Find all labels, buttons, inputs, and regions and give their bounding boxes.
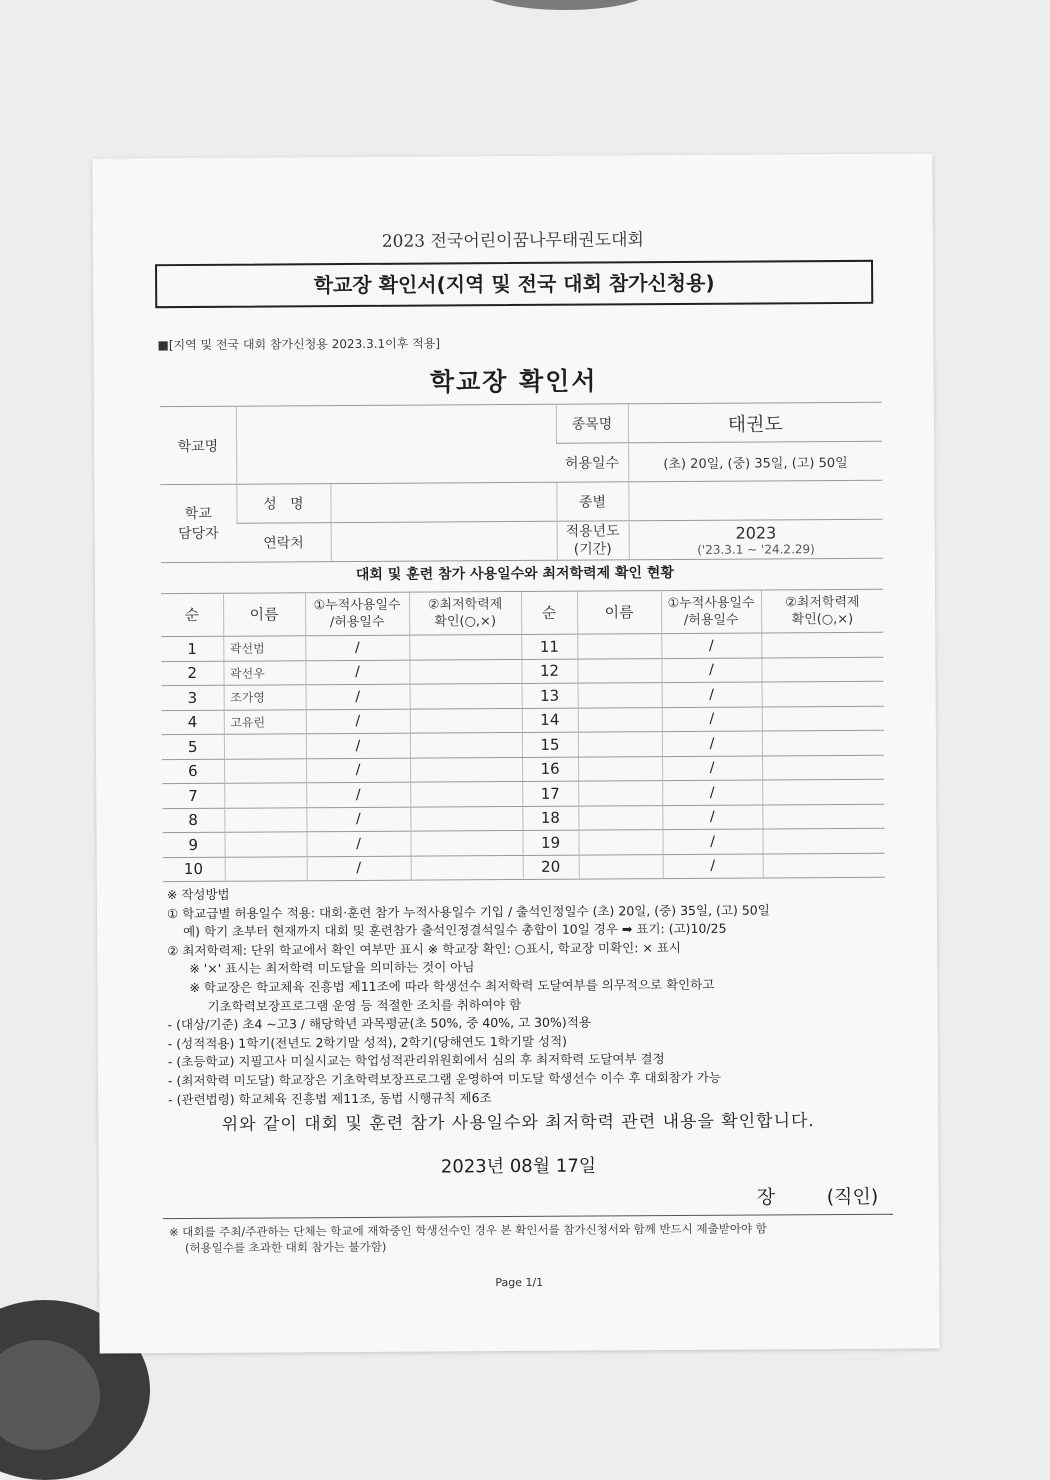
student-name-cell[interactable]: 곽선우 (223, 660, 305, 685)
row-number: 12 (521, 659, 577, 684)
days-used-cell[interactable]: / (662, 804, 762, 829)
year-value: 2023 (735, 522, 777, 543)
student-name-cell[interactable] (578, 830, 662, 855)
footnote (169, 1220, 767, 1256)
row-number: 1 (161, 636, 223, 661)
days-used-cell[interactable]: / (306, 733, 410, 758)
footnote-line-2: (허용일수를 초과한 대회 참가는 불가함) (184, 1239, 387, 1256)
student-name-cell[interactable] (577, 634, 661, 659)
academic-check-cell[interactable] (763, 853, 885, 878)
student-name-cell[interactable] (578, 781, 662, 806)
row-number: 3 (162, 685, 224, 710)
academic-check-cell[interactable] (410, 781, 522, 806)
background-object-top (480, 0, 650, 10)
student-name-cell[interactable] (579, 854, 663, 879)
row-number: 10 (163, 857, 225, 882)
document-title: 학교장 확인서 (429, 366, 598, 397)
row-number: 17 (522, 781, 578, 806)
instruction-line: - (최저학력 미도달) 학교장은 기초학력보장프로그램 운영하여 미도달 학생선수 이수 후 대회참가 가능 (167, 1069, 722, 1089)
row-number: 9 (162, 832, 224, 857)
row-number: 8 (162, 808, 224, 833)
student-name-cell[interactable]: 곽선범 (223, 636, 305, 661)
instruction-line: ② 최저학력제: 단위 학교에서 확인 여부만 표시 ※ 학교장 확인: ○표시, 학교장 미확인: × 표시 (167, 939, 682, 958)
instruction-line: 기초학력보장프로그램 운영 등 적절한 조치를 취하여야 함 (207, 996, 522, 1014)
row-number: 5 (162, 734, 224, 759)
days-used-cell[interactable]: / (306, 758, 410, 783)
footer-rule (163, 1214, 893, 1219)
academic-check-cell[interactable] (762, 755, 884, 780)
academic-check-cell[interactable] (761, 657, 883, 682)
days-used-cell[interactable]: / (662, 731, 762, 756)
col-name-left: 이름 (223, 593, 305, 637)
days-used-cell[interactable]: / (305, 635, 409, 660)
roster-body (161, 632, 884, 881)
academic-check-cell[interactable] (762, 730, 884, 755)
allowed-days-value: (초) 20일, (중) 35일, (고) 50일 (628, 441, 882, 482)
academic-check-cell[interactable] (762, 779, 884, 804)
year-label: 적용년도 (기간) (557, 521, 629, 560)
days-used-cell[interactable]: / (306, 831, 410, 856)
row-number: 19 (522, 830, 578, 855)
academic-check-cell[interactable] (761, 632, 883, 657)
form-banner: 학교장 확인서(지역 및 전국 대회 참가신청용) (155, 260, 873, 308)
academic-check-cell[interactable] (410, 732, 522, 757)
name-value[interactable] (330, 482, 556, 522)
row-number: 11 (521, 634, 577, 659)
student-name-cell[interactable]: 조가영 (224, 685, 306, 710)
col-days-right: ①누적사용일수 /허용일수 (661, 590, 761, 634)
row-number: 20 (523, 855, 579, 880)
confirmation-statement: 위와 같이 대회 및 훈련 참가 사용일수와 최저학력 관련 내용을 확인합니다. (221, 1111, 815, 1135)
student-name-cell[interactable] (578, 756, 662, 781)
academic-check-cell[interactable] (410, 683, 522, 708)
days-used-cell[interactable]: / (662, 755, 762, 780)
instruction-line: - (성적적용) 1학기(전년도 2학기말 성적), 2학기(당해연도 1학기말 성적) (167, 1033, 568, 1051)
school-value[interactable] (236, 404, 556, 484)
student-name-cell[interactable] (224, 783, 306, 808)
col-name-right: 이름 (577, 591, 661, 635)
roster-table (161, 589, 885, 882)
academic-check-cell[interactable] (410, 806, 522, 831)
row-number: 7 (162, 783, 224, 808)
days-used-cell[interactable]: / (661, 633, 761, 658)
contact-value[interactable] (331, 521, 557, 561)
academic-check-cell[interactable] (410, 757, 522, 782)
days-used-cell[interactable]: / (306, 782, 410, 807)
days-used-cell[interactable]: / (306, 807, 410, 832)
days-used-cell[interactable]: / (661, 657, 761, 682)
col-days-left: ①누적사용일수 /허용일수 (305, 592, 409, 636)
days-used-cell[interactable]: / (305, 660, 409, 685)
event-value: 태권도 (628, 402, 882, 443)
academic-check-cell[interactable] (411, 855, 523, 880)
col-no-right: 순 (521, 591, 577, 634)
student-name-cell[interactable] (578, 707, 662, 732)
page-number: Page 1/1 (495, 1275, 544, 1290)
student-name-cell[interactable] (578, 732, 662, 757)
event-label: 종목명 (556, 404, 628, 443)
academic-check-cell[interactable] (762, 681, 884, 706)
academic-check-cell[interactable] (410, 708, 522, 733)
seal-label: (직인) (826, 1185, 879, 1209)
type-label: 종별 (556, 482, 628, 521)
row-number: 18 (522, 806, 578, 831)
event-title: 2023 전국어린이꿈나무태권도대회 (381, 230, 645, 252)
row-number: 14 (522, 708, 578, 733)
instruction-line: ※ 학교장은 학교체육 진흥법 제11조에 따라 학생선수 최저학력 도달여부를 의무적으로 확인하고 (189, 976, 715, 995)
roster-heading: 대회 및 훈련 참가 사용일수와 최저학력제 확인 현황 (355, 565, 675, 583)
manager-label: 학교 담당자 (160, 484, 236, 562)
days-used-cell[interactable]: / (307, 856, 411, 881)
document-paper (92, 153, 939, 1353)
col-check-right: ②최저학력제 확인(○,×) (761, 589, 883, 633)
academic-check-cell[interactable] (409, 659, 521, 684)
days-used-cell[interactable]: / (306, 709, 410, 734)
instruction-line: ※ '×' 표시는 최저학력 미도달을 의미하는 것이 아님 (189, 959, 475, 977)
student-name-cell[interactable] (224, 758, 306, 783)
year-cell (629, 519, 883, 560)
academic-check-cell[interactable] (762, 804, 884, 829)
student-name-cell[interactable] (224, 807, 306, 832)
days-used-cell[interactable]: / (662, 780, 762, 805)
row-number: 13 (522, 683, 578, 708)
instruction-line: - (초등학교) 지필고사 미실시교는 학업성적관리위원회에서 심의 후 최저학력 도달여부 결정 (167, 1051, 665, 1070)
col-no-left: 순 (161, 593, 223, 636)
school-label: 학교명 (160, 406, 236, 484)
days-used-cell[interactable]: / (662, 829, 762, 854)
instruction-line: ① 학교급별 허용일수 적용: 대회·훈련 참가 누적사용일수 기입 / 출석인정일수 (초) 20일, (중) 35일, (고) 50일 (166, 902, 770, 921)
instructions (167, 882, 771, 1109)
row-number: 6 (162, 759, 224, 784)
student-name-cell[interactable] (578, 805, 662, 830)
principal-suffix: 장 (756, 1186, 776, 1209)
type-value[interactable] (628, 480, 882, 521)
student-name-cell[interactable] (224, 832, 306, 857)
instruction-line: - (대상/기준) 초4 ~고3 / 해당학년 과목평균(초 50%, 중 40%, 고 30%)적용 (167, 1014, 591, 1033)
instruction-line: ※ 작성방법 (166, 886, 230, 903)
academic-check-cell[interactable] (409, 634, 521, 659)
instruction-line: - (관련법령) 학교체육 진흥법 제11조, 동법 시행규칙 제6조 (168, 1089, 492, 1107)
student-name-cell[interactable] (224, 734, 306, 759)
row-number: 4 (162, 710, 224, 735)
row-number: 15 (522, 732, 578, 757)
form-note: ■[지역 및 전국 대회 참가신청용 2023.3.1이후 적용] (157, 336, 441, 353)
days-used-cell[interactable]: / (662, 682, 762, 707)
col-check-left: ②최저학력제 확인(○,×) (409, 591, 521, 635)
academic-check-cell[interactable] (410, 830, 522, 855)
row-number: 2 (161, 661, 223, 686)
contact-label: 연락처 (237, 523, 331, 563)
student-name-cell[interactable] (577, 658, 661, 683)
student-name-cell[interactable] (578, 683, 662, 708)
allowed-days-label: 허용일수 (556, 443, 628, 482)
name-label: 성 명 (236, 484, 330, 524)
row-number: 16 (522, 757, 578, 782)
instruction-line: 예) 학기 초부터 현재까지 대회 및 훈련참가 출석인정결석일수 총합이 10일 경우 ➡ 표기: (고)10/25 (183, 920, 727, 940)
confirmation-date: 2023년 08월 17일 (440, 1155, 597, 1178)
year-period: ('23.3.1 ~ '24.2.29) (697, 541, 815, 557)
days-used-cell[interactable]: / (663, 853, 763, 878)
footnote-line-1: ※ 대회를 주최/주관하는 단체는 학교에 재학중인 학생선수인 경우 본 확인서를 참가신청서와 함께 반드시 제출받아야 함 (168, 1221, 767, 1240)
academic-check-cell[interactable] (762, 706, 884, 731)
days-used-cell[interactable]: / (662, 706, 762, 731)
table-row (163, 853, 885, 882)
student-name-cell[interactable]: 고유린 (224, 709, 306, 734)
info-table (160, 402, 883, 563)
days-used-cell[interactable]: / (306, 684, 410, 709)
student-name-cell[interactable] (225, 856, 307, 881)
academic-check-cell[interactable] (762, 828, 884, 853)
